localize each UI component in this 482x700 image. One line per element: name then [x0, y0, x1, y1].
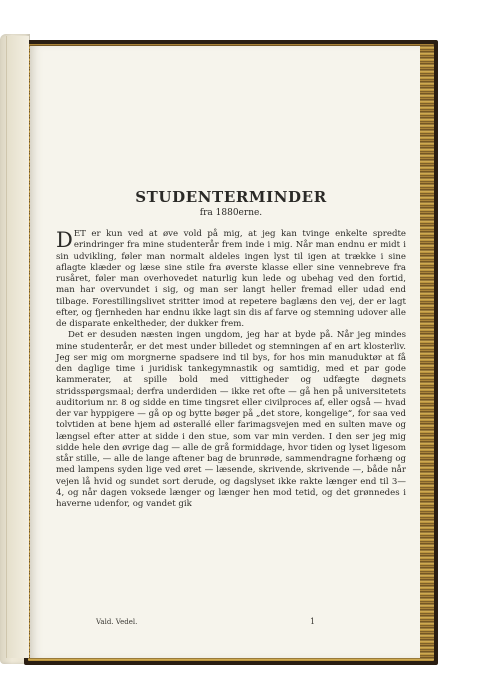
- chapter-title: STUDENTERMINDER: [135, 188, 327, 206]
- footer-author: Vald. Vedel.: [96, 618, 138, 626]
- chapter-subtitle: fra 1880erne.: [199, 208, 263, 218]
- drop-cap: D: [56, 228, 73, 252]
- page-stack-edge: [6, 36, 29, 658]
- paragraph-2: Det er desuden næsten ingen ungdom, jeg har at byde på. Når jeg mindes mine studenterår, er det mest under billedet og stemningen af en art klosterliv. Jeg ser mig om morgnerne spadsere ind til bys, for hos min manuduktør at få den daglige time i juridisk tankegymnastik og samtidig, med et par gode kammerater, at spille bold med vittigheder og udfægte døgnets stridsspørgsmaal; derfra underdiden — ikke ret ofte — gå hen på universitetets auditorium nr. 8 og sidde en time tingsret eller civilproces af, eller også — hvad der var hyppigere — gå op og bytte bøger på „det store, kongelige“, for saa ved tolvtiden at bene hjem ad østerallé eller farimagsvejen med en sulten mave og længsel efter atter at sidde i den stue, som var min verden. I den ser jeg mig sidde hele den øvrige dag — alle de grå formiddage, hvor tiden og lyset ligesom står stille, — alle de lange aftener bag de brunrøde, sammendragne forhæng og med lampens syden lige ved øret — læsende, skrivende, skrivende —, både når vejen lå hvid og sundet sort derude, og dagslyset ikke rakte længer end til 3—4, og når dagen voksede længer og længer hen mod tetid, og det grønnedes i haverne udenfor, og vandet gik: [56, 330, 406, 509]
- paragraph-1: [56, 229, 406, 330]
- paragraph-1-text: ET er kun ved at øve vold på mig, at jeg kan tvinge enkelte spredte erindringer fra mine studenterår frem inde i mig. Når man endnu er midt i sin udvikling, føler man normalt aldeles ingen lyst til igen at trække i sine aflagte klæder og læse sine stile fra øverste klasse eller sine vennebreve fra rusåret, føler man overhovedet naturlig kun lede og ubehag ved den fortid, man har overvundet i sig, og man ser langt heller fremad eller udad end tilbage. Forestillingslivet stritter imod at repetere baglæns den vej, der er lagt efter, og fjernheden har endnu ikke lagt sin dis af farve og stemning udover alle de disparate enkeltheder, der dukker frem.: [56, 229, 406, 329]
- page-number: 1: [310, 617, 316, 626]
- page-text: [56, 188, 406, 510]
